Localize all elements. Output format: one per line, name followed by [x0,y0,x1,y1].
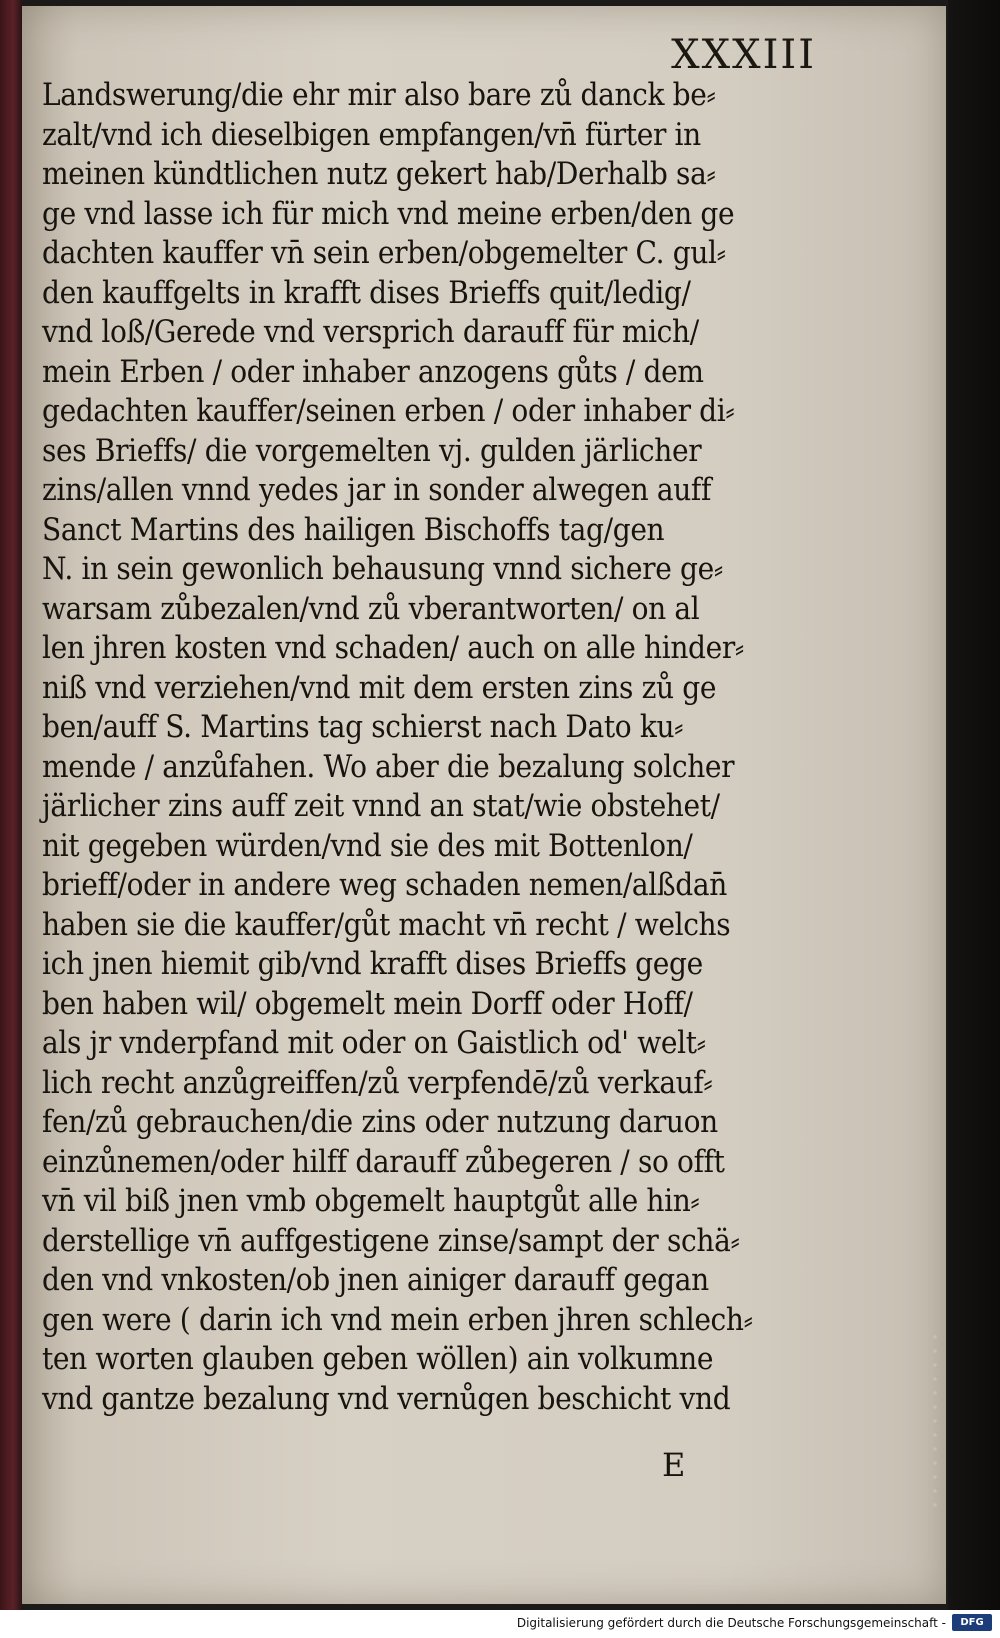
text-line: meinen kündtlichen nutz gekert hab/Derhalb sa⸗ [42,157,716,192]
text-line: Sanct Martins des hailigen Bischoffs tag/gen [42,512,665,548]
text-line: mein Erben / oder inhaber anzogens gůts / dem [42,354,704,390]
text-line: zalt/vnd ich dieselbigen empfangen/vn̄ fürter in [42,117,701,153]
text-line: lich recht anzůgreiffen/zů verpfendē/zů verkauf⸗ [42,1065,713,1101]
text-line: ben/auff S. Martins tag schierst nach Dato ku⸗ [42,710,684,745]
text-line: N. in sein gewonlich behausung vnnd sichere ge⸗ [42,552,723,587]
folio-number: XXXIII [671,32,816,78]
text-line: ses Brieffs/ die vorgemelten vj. gulden järlicher [42,433,702,469]
page-edge-specks [930,1330,940,1510]
text-line: mende / anzůfahen. Wo aber die bezalung solcher [42,749,735,785]
catchword: E [662,1446,686,1484]
text-line: järlicher zins auff zeit vnnd an stat/wie obstehet/ [42,789,720,824]
text-line: len jhren kosten vnd schaden/ auch on alle hinder⸗ [42,631,744,666]
text-line: dachten kauffer vn̄ sein erben/obgemelter C. gul⸗ [42,236,726,271]
text-line: niß vnd verziehen/vnd mit dem ersten zins zů ge [42,670,717,706]
text-line: ben haben wil/ obgemelt mein Dorff oder Hoff/ [42,986,693,1022]
text-line: haben sie die kauffer/gůt macht vn̄ recht / welchs [42,907,731,943]
book-cover-edge [0,0,22,1610]
text-line: den kauffgelts in krafft dises Brieffs quit/ledig/ [42,275,691,311]
text-line: zins/allen vnnd yedes jar in sonder alwegen auff [42,473,711,508]
text-line: ich jnen hiemit gib/vnd krafft dises Brieffs gege [42,947,703,982]
text-block [42,76,832,1419]
text-line: vnd loß/Gerede vnd versprich darauff für mich/ [42,315,699,350]
text-line: Landswerung/die ehr mir also bare zů danck be⸗ [42,78,716,113]
text-line: gen were ( darin ich vnd mein erben jhren schlech⸗ [42,1302,753,1338]
footer-bar [0,1610,1000,1638]
dfg-logo: DFG [952,1614,992,1631]
text-line: ten worten glauben geben wöllen) ain volkumne [42,1342,714,1377]
funding-credit: Digitalisierung gefördert durch die Deutsche Forschungsgemeinschaft - [516,1616,946,1630]
text-line: gedachten kauffer/seinen erben / oder inhaber di⸗ [42,394,735,429]
text-line: vnd gantze bezalung vnd vernůgen beschicht vnd [42,1381,731,1417]
text-line: vn̄ vil biß jnen vmb obgemelt hauptgůt alle hin⸗ [42,1184,700,1219]
book-page [22,6,946,1604]
text-line: derstellige vn̄ auffgestigene zinse/sampt der schä⸗ [42,1223,740,1259]
text-line: einzůnemen/oder hilff darauff zůbegeren / so offt [42,1144,725,1180]
text-line: warsam zůbezalen/vnd zů vberantworten/ on al [42,591,700,627]
text-line: fen/zů gebrauchen/die zins oder nutzung daruon [42,1105,718,1140]
text-line: ge vnd lasse ich für mich vnd meine erben/den ge [42,196,735,232]
text-line: nit gegeben würden/vnd sie des mit Bottenlon/ [42,828,693,864]
text-line: als jr vnderpfand mit oder on Gaistlich od' welt⸗ [42,1026,706,1061]
scan-background [948,0,1000,1610]
text-line: den vnd vnkosten/ob jnen ainiger darauff gegan [42,1263,709,1298]
text-line: brieff/oder in andere weg schaden nemen/alßdan̄ [42,868,727,903]
